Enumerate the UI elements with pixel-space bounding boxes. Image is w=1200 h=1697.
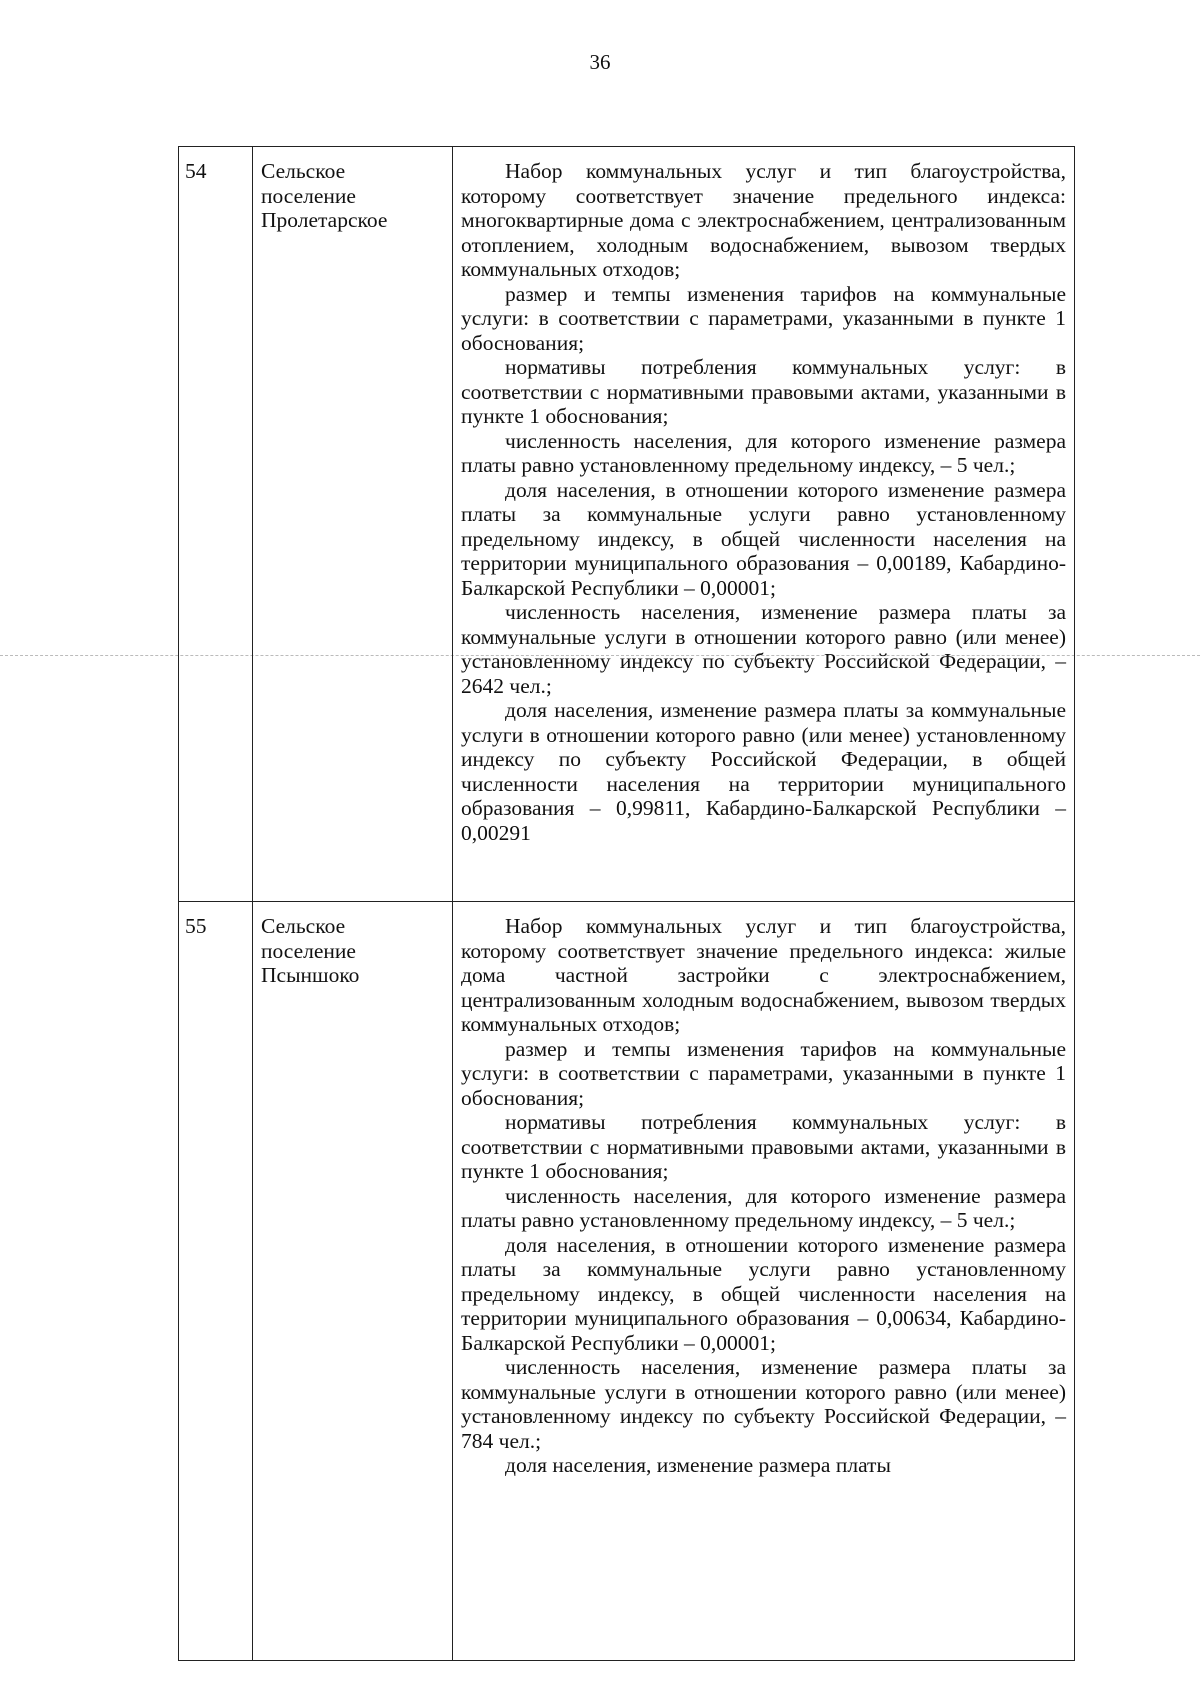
description-paragraph: нормативы потребления коммунальных услуг: в соответствии с нормативными правовыми актами, указанными в пункте 1 обоснования; xyxy=(461,355,1066,428)
settlement-name xyxy=(253,902,453,1661)
description-paragraph: размер и темпы изменения тарифов на коммунальные услуги: в соответствии с параметрами, указанными в пункте 1 обоснования; xyxy=(461,281,1066,355)
description-paragraph: Набор коммунальных услуг и тип благоустройства, которому соответствует значение предельного индекса: жилые дома частной застройки с электроснабжением, централизованным холодным водоснабжением, вывозом твердых коммунальных отходов; xyxy=(461,914,1066,1036)
description-paragraph: численность населения, изменение размера платы за коммунальные услуги в отношении которого равно (или менее) установленному индексу по субъекту Российской Федерации, – 784 чел.; xyxy=(461,1355,1066,1453)
description-paragraph: доля населения, изменение размера платы xyxy=(505,1453,891,1477)
table-row xyxy=(179,902,1075,1661)
settlement-name-line: Сельское xyxy=(261,159,346,183)
description-paragraph: нормативы потребления коммунальных услуг: в соответствии с нормативными правовыми актами, указанными в пункте 1 обоснования; xyxy=(461,1110,1066,1183)
description-paragraph: численность населения, изменение размера платы за коммунальные услуги в отношении которого равно (или менее) установленному индексу по субъекту Российской Федерации, – 2642 чел.; xyxy=(461,600,1066,698)
settlement-description xyxy=(453,147,1075,902)
description-paragraph: Набор коммунальных услуг и тип благоустройства, которому соответствует значение предельного индекса: многоквартирные дома с электроснабжением, централизованным отоплением, холодным водоснабжением, вывозом твердых коммунальных отходов; xyxy=(461,159,1066,281)
description-paragraph: доля населения, изменение размера платы за коммунальные услуги в отношении которого равно (или менее) установленному индексу по субъекту Российской Федерации, в общей численности населения на территории муниципального образования – 0,99811, Кабардино-Балкарской Республики – 0,00291 xyxy=(461,698,1066,845)
row-number: 55 xyxy=(179,902,253,1661)
settlement-name-line: Пролетарское xyxy=(261,208,388,232)
settlement-name-line: поселение xyxy=(261,938,356,963)
page-number: 36 xyxy=(589,50,611,74)
description-paragraph: размер и темпы изменения тарифов на коммунальные услуги: в соответствии с параметрами, указанными в пункте 1 обоснования; xyxy=(461,1036,1066,1110)
row-number: 54 xyxy=(179,147,253,902)
settlement-description xyxy=(453,902,1075,1661)
table-row xyxy=(179,147,1075,902)
settlement-name-line: Сельское xyxy=(261,914,346,938)
settlement-name-line: поселение xyxy=(261,183,356,208)
settlement-name-line: Псыншоко xyxy=(261,963,360,987)
description-paragraph: численность населения, для которого изменение размера платы равно установленному предельному индексу, – 5 чел.; xyxy=(461,428,1066,477)
description-paragraph: доля населения, в отношении которого изменение размера платы за коммунальные услуги равно установленному предельному индексу, в общей численности населения на территории муниципального образования – 0,00634, Кабардино-Балкарской Республики – 0,00001; xyxy=(461,1232,1066,1355)
settlement-name xyxy=(253,147,453,902)
settlements-table xyxy=(178,146,1075,1661)
description-paragraph: доля населения, в отношении которого изменение размера платы за коммунальные услуги равно установленному предельному индексу, в общей численности населения на территории муниципального образования – 0,00189, Кабардино-Балкарской Республики – 0,00001; xyxy=(461,477,1066,600)
description-paragraph: численность населения, для которого изменение размера платы равно установленному предельному индексу, – 5 чел.; xyxy=(461,1183,1066,1232)
